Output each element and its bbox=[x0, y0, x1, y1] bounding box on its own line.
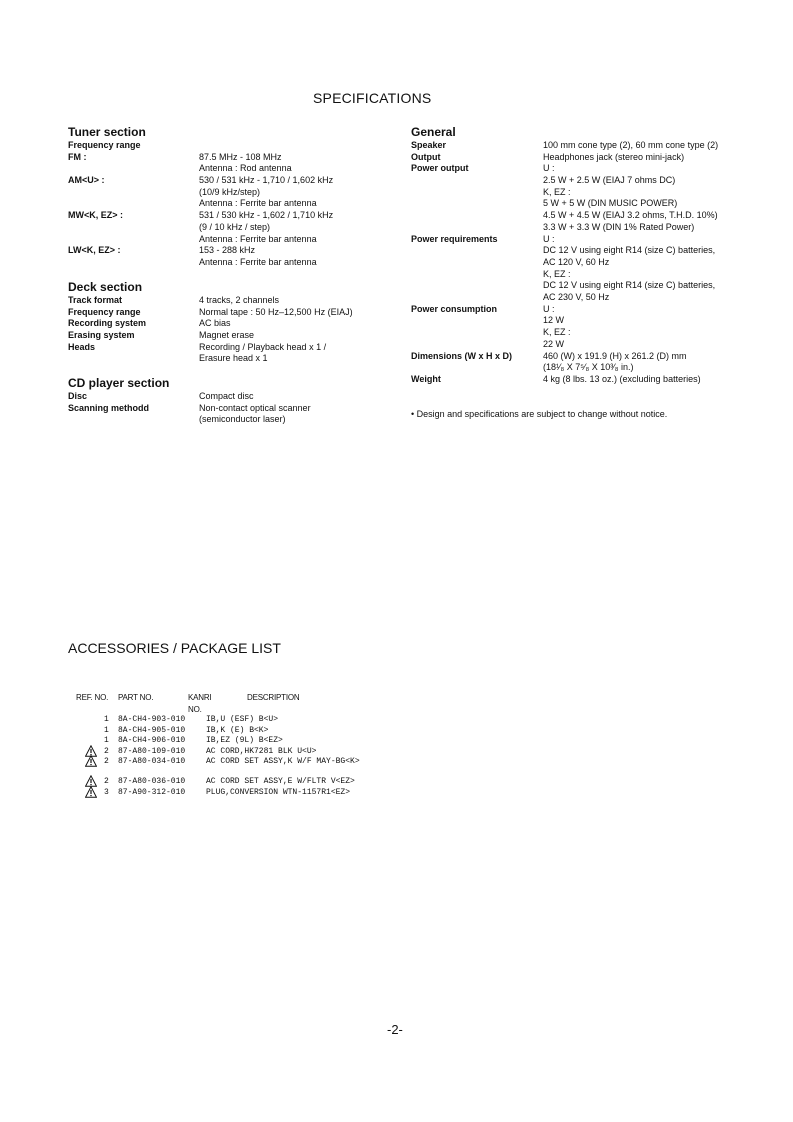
spec-value bbox=[543, 152, 684, 164]
part-no: 8A-CH4-905-010 bbox=[118, 725, 186, 735]
spec-value-line: Antenna : Ferrite bar antenna bbox=[199, 233, 317, 244]
spec-value-line: U : bbox=[543, 303, 555, 314]
spec-value bbox=[199, 175, 333, 210]
spec-label: FM : bbox=[68, 151, 87, 162]
spec-label: Output bbox=[411, 151, 441, 162]
description: IB,EZ (9L) B<EZ> bbox=[206, 736, 283, 745]
spec-value-line: Recording / Playback head x 1 / bbox=[199, 341, 327, 352]
spec-value-line: 2.5 W + 2.5 W (EIAJ 7 ohms DC) bbox=[543, 175, 676, 186]
spec-label: MW<K, EZ> : bbox=[68, 210, 124, 221]
spec-value-line: (18¹⁄₈ X 7⁵⁄₈ X 10³⁄₈ in.) bbox=[543, 362, 634, 373]
spec-title: SPECIFICATIONS bbox=[313, 90, 432, 106]
tuner-section-title: Tuner section bbox=[68, 125, 146, 139]
spec-value bbox=[199, 307, 353, 319]
spec-value-line: 530 / 531 kHz - 1,710 / 1,602 kHz bbox=[199, 175, 334, 186]
spec-value-line: U : bbox=[543, 163, 555, 174]
spec-value bbox=[199, 403, 311, 426]
ref-no: 2 bbox=[104, 757, 109, 766]
spec-label: Track format bbox=[68, 295, 123, 305]
spec-value-line: 4 kg (8 lbs. 13 oz.) (excluding batteries) bbox=[543, 374, 701, 384]
spec-label: LW<K, EZ> : bbox=[68, 245, 121, 256]
description: AC CORD SET ASSY,E W/FLTR V<EZ> bbox=[206, 777, 355, 786]
spec-value bbox=[199, 318, 231, 330]
spec-label: Frequency range bbox=[68, 306, 141, 317]
spec-value bbox=[199, 391, 254, 403]
part-no: 87-A90-312-010 bbox=[118, 787, 186, 797]
spec-value-line: AC 120 V, 60 Hz bbox=[543, 256, 610, 267]
spec-value-line: 3.3 W + 3.3 W (DIN 1% Rated Power) bbox=[543, 221, 695, 232]
spec-label: Speaker bbox=[411, 140, 447, 150]
description: PLUG,CONVERSION WTN-1157R1<EZ> bbox=[206, 787, 351, 797]
accessories-title: ACCESSORIES / PACKAGE LIST bbox=[68, 640, 281, 656]
spec-value-line: 531 / 530 kHz - 1,602 / 1,710 kHz bbox=[199, 210, 334, 221]
ref-no: 1 bbox=[104, 736, 109, 745]
part-no: 8A-CH4-903-010 bbox=[118, 715, 186, 724]
spec-value-line: Compact disc bbox=[199, 391, 254, 401]
spec-value-line: Magnet erase bbox=[199, 330, 255, 341]
safety-warning-icon bbox=[85, 786, 97, 798]
ref-no: 2 bbox=[104, 746, 109, 756]
spec-value-line: 153 - 288 kHz bbox=[199, 245, 256, 256]
safety-warning-icon bbox=[85, 755, 97, 767]
spec-value bbox=[543, 374, 701, 386]
cd-section-title: CD player section bbox=[68, 376, 170, 390]
spec-value-line: Headphones jack (stereo mini-jack) bbox=[543, 151, 685, 162]
spec-value-line: (semiconductor laser) bbox=[199, 414, 286, 425]
header-description: DESCRIPTION bbox=[247, 693, 300, 702]
spec-value-line: 12 W bbox=[543, 315, 565, 326]
spec-value-line: K, EZ : bbox=[543, 327, 571, 338]
deck-section-title: Deck section bbox=[68, 280, 143, 294]
spec-value-line: K, EZ : bbox=[543, 268, 571, 279]
spec-value-line: 5 W + 5 W (DIN MUSIC POWER) bbox=[543, 198, 678, 209]
spec-value bbox=[199, 245, 317, 268]
description: AC CORD SET ASSY,K W/F MAY-BG<K> bbox=[206, 757, 360, 766]
spec-label: Power output bbox=[411, 163, 469, 174]
spec-value-line: K, EZ : bbox=[543, 186, 571, 197]
spec-label: Power requirements bbox=[411, 233, 498, 244]
ref-no: 1 bbox=[104, 725, 109, 735]
spec-value-line: AC 230 V, 50 Hz bbox=[543, 292, 610, 303]
ref-no: 1 bbox=[104, 715, 109, 724]
spec-label: Scanning methodd bbox=[68, 402, 149, 413]
spec-value-line: 87.5 MHz - 108 MHz bbox=[199, 151, 282, 162]
spec-value-line: Antenna : Rod antenna bbox=[199, 163, 292, 174]
part-no: 87-A80-109-010 bbox=[118, 746, 186, 756]
description: IB,U (ESF) B<U> bbox=[206, 715, 279, 724]
header-part-no: PART NO. bbox=[118, 693, 154, 702]
spec-value bbox=[199, 295, 279, 307]
spec-value bbox=[543, 234, 715, 304]
spec-value bbox=[543, 163, 718, 233]
spec-value-line: DC 12 V using eight R14 (size C) batteries, bbox=[543, 245, 716, 256]
spec-value bbox=[199, 330, 254, 342]
spec-label: Power consumption bbox=[411, 303, 498, 314]
spec-value bbox=[543, 304, 571, 351]
spec-value bbox=[543, 140, 718, 152]
spec-label: AM<U> : bbox=[68, 175, 105, 186]
spec-value-line: Antenna : Ferrite bar antenna bbox=[199, 198, 317, 209]
spec-value bbox=[199, 342, 326, 365]
spec-value-line: Antenna : Ferrite bar antenna bbox=[199, 256, 317, 267]
spec-value-line: AC bias bbox=[199, 318, 231, 329]
spec-label: Erasing system bbox=[68, 330, 135, 341]
spec-value-line: 4.5 W + 4.5 W (EIAJ 3.2 ohms, T.H.D. 10%) bbox=[543, 210, 718, 221]
spec-value-line: Erasure head x 1 bbox=[199, 353, 268, 364]
spec-value-line: (9 / 10 kHz / step) bbox=[199, 221, 271, 232]
header-kanri-no: NO. bbox=[188, 705, 202, 714]
specs-note: • Design and specifications are subject to change without notice. bbox=[411, 409, 668, 419]
page-number: -2- bbox=[387, 1022, 403, 1037]
spec-value-line: 460 (W) x 191.9 (H) x 261.2 (D) mm bbox=[543, 350, 687, 361]
part-no: 8A-CH4-906-010 bbox=[118, 736, 186, 745]
header-kanri: KANRI bbox=[188, 693, 212, 702]
spec-value-line: Normal tape : 50 Hz–12,500 Hz (EIAJ) bbox=[199, 306, 353, 317]
spec-value-line: Non-contact optical scanner bbox=[199, 402, 311, 413]
spec-value-line: U : bbox=[543, 233, 555, 244]
description: AC CORD,HK7281 BLK U<U> bbox=[206, 746, 317, 756]
part-no: 87-A80-034-010 bbox=[118, 757, 186, 766]
spec-label: Dimensions (W x H x D) bbox=[411, 350, 513, 361]
spec-label: Weight bbox=[411, 374, 441, 384]
spec-label: Recording system bbox=[68, 318, 147, 329]
ref-no: 2 bbox=[104, 777, 109, 786]
spec-label: Frequency range bbox=[68, 140, 141, 150]
spec-value bbox=[199, 152, 292, 175]
part-no: 87-A80-036-010 bbox=[118, 777, 186, 786]
spec-label: Disc bbox=[68, 391, 88, 401]
spec-value bbox=[543, 351, 687, 374]
spec-value-line: DC 12 V using eight R14 (size C) batteries, bbox=[543, 280, 716, 291]
spec-label: Heads bbox=[68, 341, 96, 352]
general-section-title: General bbox=[411, 125, 456, 139]
header-ref-no: REF. NO. bbox=[76, 693, 109, 702]
spec-value-line: 4 tracks, 2 channels bbox=[199, 295, 280, 305]
spec-value-line: 100 mm cone type (2), 60 mm cone type (2) bbox=[543, 140, 719, 150]
ref-no: 3 bbox=[104, 787, 109, 797]
description: IB,K (E) B<K> bbox=[206, 725, 269, 735]
spec-value bbox=[199, 210, 333, 245]
spec-value-line: 22 W bbox=[543, 338, 565, 349]
spec-value-line: (10/9 kHz/step) bbox=[199, 186, 261, 197]
